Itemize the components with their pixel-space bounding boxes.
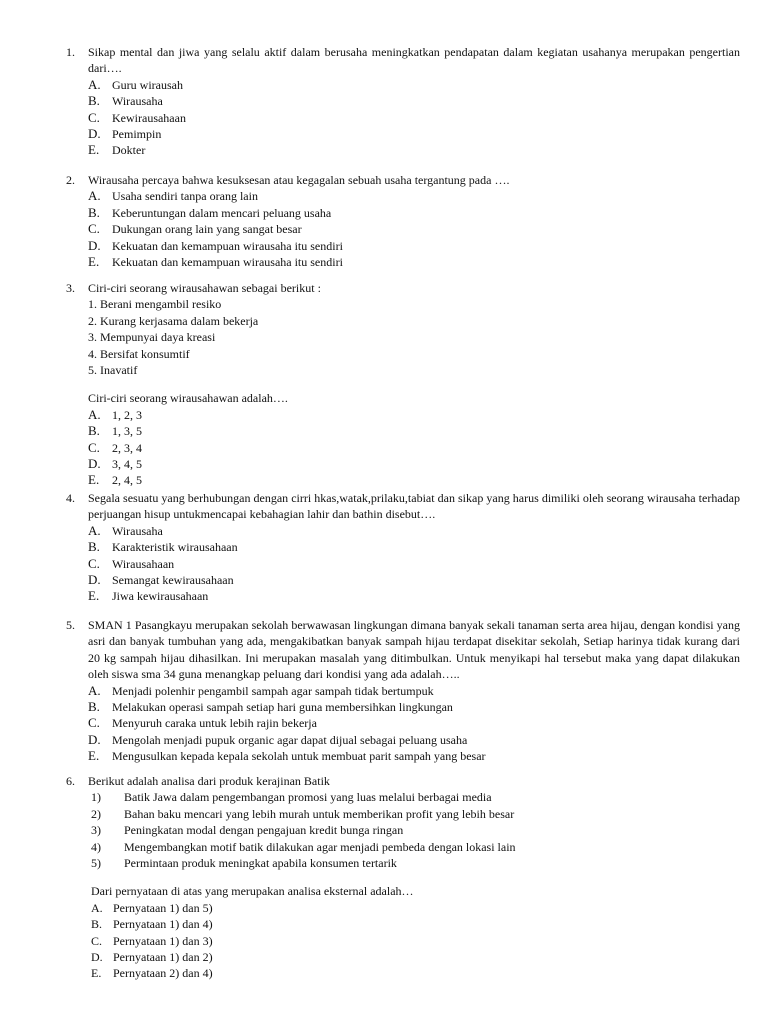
answer-options bbox=[88, 188, 740, 270]
statement-text: Peningkatan modal dengan pengajuan kredit bunga ringan bbox=[124, 823, 404, 838]
option-letter: C. bbox=[88, 439, 100, 455]
option-letter: E. bbox=[88, 748, 100, 764]
question-5 bbox=[66, 617, 740, 765]
answer-option-a bbox=[88, 407, 740, 423]
option-text: 2, 3, 4 bbox=[112, 440, 142, 455]
answer-option-a bbox=[88, 77, 740, 93]
answer-option-c bbox=[88, 440, 740, 456]
option-letter: D. bbox=[88, 731, 101, 747]
option-letter: C. bbox=[88, 555, 100, 571]
answer-options bbox=[88, 77, 740, 159]
answer-option-d bbox=[88, 572, 740, 588]
option-text: Semangat kewirausahaan bbox=[112, 573, 234, 588]
option-text: 1, 2, 3 bbox=[112, 407, 142, 422]
question-stem: Berikut adalah analisa dari produk kerajinan Batik bbox=[88, 774, 330, 788]
option-letter: A. bbox=[91, 900, 103, 915]
option-text: Wirausaha bbox=[112, 523, 163, 538]
option-letter: B. bbox=[88, 539, 100, 555]
answer-option-c bbox=[88, 715, 740, 731]
option-letter: C. bbox=[88, 715, 100, 731]
statement-text: Bahan baku mencari yang lebih murah untuk memberikan profit yang lebih besar bbox=[124, 806, 515, 821]
answer-option-a bbox=[88, 683, 740, 699]
option-letter: D. bbox=[88, 126, 101, 142]
answer-option-e bbox=[91, 965, 740, 981]
answer-option-e bbox=[88, 142, 740, 158]
answer-option-d bbox=[88, 456, 740, 472]
option-letter: B. bbox=[88, 699, 100, 715]
option-letter: A. bbox=[88, 76, 101, 92]
option-letter: B. bbox=[91, 917, 103, 932]
answer-option-b bbox=[88, 205, 740, 221]
option-text: Pemimpin bbox=[112, 127, 162, 142]
option-letter: C. bbox=[88, 221, 100, 237]
option-letter: A. bbox=[88, 682, 101, 698]
answer-option-d bbox=[91, 949, 740, 965]
answer-options bbox=[88, 407, 740, 489]
answer-option-d bbox=[88, 732, 740, 748]
option-text: Usaha sendiri tanpa orang lain bbox=[112, 189, 258, 204]
statement-text: Batik Jawa dalam pengembangan promosi yang luas melalui berbagai media bbox=[124, 790, 492, 805]
question-stem: Segala sesuatu yang berhubungan dengan cirri hkas,watak,prilaku,tabiat dan sikap yang harus dimiliki oleh seorang wirausaha terhadap perjuangan hisup untukmencapai kebahagian lahir dan bathin disebut…. bbox=[88, 491, 740, 522]
criteria-item: 1. Berani mengambil resiko bbox=[88, 297, 222, 312]
question-stem: SMAN 1 Pasangkayu merupakan sekolah berwawasan lingkungan dimana banyak sekali tanaman serta area hijau, dengan kondisi yang asri dan banyak tumbuhan yang ada, mengakibatkan banyak sampah hijau terdapat disekitar sekolah, Setiap harinya tidak kurang dari 20 kg sampah hijau dihasilkan. Ini merupakan masalah yang ditimbulkan. Untuk menyikapi hal tersebut maka yang dapat dilakukan oleh siswa sma 34 guna menangkap peluang dari kondisi yang ada adalah….. bbox=[88, 618, 740, 682]
answer-option-e bbox=[88, 748, 740, 764]
answer-option-b bbox=[88, 423, 740, 439]
statement-item bbox=[91, 806, 740, 822]
answer-option-e bbox=[88, 472, 740, 488]
option-text: Dokter bbox=[112, 143, 146, 158]
statement-text: Permintaan produk meningkat apabila konsumen tertarik bbox=[124, 856, 397, 871]
question-prompt: Ciri-ciri seorang wirausahawan adalah…. bbox=[88, 391, 288, 406]
question-stem: Wirausaha percaya bahwa kesuksesan atau kegagalan sebuah usaha tergantung pada …. bbox=[88, 173, 510, 187]
option-text: Wirausaha bbox=[112, 94, 163, 109]
option-letter: E. bbox=[91, 966, 102, 981]
question-number: 3. bbox=[66, 281, 75, 295]
criteria-item: 3. Mempunyai daya kreasi bbox=[88, 330, 216, 345]
answer-options bbox=[88, 523, 740, 605]
answer-option-b bbox=[88, 539, 740, 555]
question-prompt: Dari pernyataan di atas yang merupakan analisa eksternal adalah… bbox=[91, 884, 414, 899]
statement-number: 3) bbox=[91, 823, 101, 838]
option-text: Wirausahaan bbox=[112, 556, 175, 571]
option-text: Guru wirausah bbox=[112, 77, 183, 92]
option-text: 2, 4, 5 bbox=[112, 473, 142, 488]
answer-option-a bbox=[88, 523, 740, 539]
question-number: 2. bbox=[66, 173, 75, 187]
answer-option-e bbox=[88, 254, 740, 270]
answer-option-d bbox=[88, 238, 740, 254]
answer-option-c bbox=[88, 110, 740, 126]
question-number: 6. bbox=[66, 774, 75, 788]
question-stem: Ciri-ciri seorang wirausahawan sebagai berikut : bbox=[88, 281, 321, 295]
statement-item bbox=[91, 822, 740, 838]
statement-item bbox=[91, 839, 740, 855]
option-letter: C. bbox=[91, 933, 103, 948]
question-stem: Sikap mental dan jiwa yang selalu aktif dalam berusaha meningkatkan pendapatan dalam kegiatan usahanya merupakan pengertian dari…. bbox=[88, 45, 740, 76]
option-letter: A. bbox=[88, 522, 101, 538]
criteria-item: 5. Inavatif bbox=[88, 363, 138, 378]
option-letter: C. bbox=[88, 109, 100, 125]
option-text: Pernyataan 1) dan 3) bbox=[113, 933, 213, 948]
answer-option-a bbox=[88, 188, 740, 204]
option-letter: B. bbox=[88, 204, 100, 220]
answer-option-b bbox=[91, 916, 740, 932]
option-letter: E. bbox=[88, 588, 100, 604]
question-3 bbox=[66, 280, 740, 489]
option-text: Kekuatan dan kemampuan wirausaha itu sendiri bbox=[112, 238, 343, 253]
option-text: Menjadi polenhir pengambil sampah agar sampah tidak bertumpuk bbox=[112, 683, 434, 698]
answer-option-b bbox=[88, 93, 740, 109]
option-text: Pernyataan 1) dan 4) bbox=[113, 917, 213, 932]
option-letter: E. bbox=[88, 472, 100, 488]
answer-option-d bbox=[88, 126, 740, 142]
answer-options bbox=[88, 683, 740, 765]
statement-item bbox=[91, 789, 740, 805]
answer-option-c bbox=[88, 556, 740, 572]
criteria-list bbox=[88, 296, 740, 378]
statement-text: Mengembangkan motif batik dilakukan agar menjadi pembeda dengan lokasi lain bbox=[124, 839, 516, 854]
question-6 bbox=[66, 773, 740, 982]
answer-option-b bbox=[88, 699, 740, 715]
question-number: 4. bbox=[66, 491, 75, 505]
option-letter: B. bbox=[88, 423, 100, 439]
option-letter: D. bbox=[88, 572, 101, 588]
option-letter: D. bbox=[91, 950, 103, 965]
option-letter: A. bbox=[88, 188, 101, 204]
answer-option-e bbox=[88, 588, 740, 604]
question-number: 1. bbox=[66, 45, 75, 59]
option-text: Jiwa kewirausahaan bbox=[112, 589, 209, 604]
criteria-item: 4. Bersifat konsumtif bbox=[88, 346, 190, 361]
option-text: 3, 4, 5 bbox=[112, 457, 142, 472]
answer-options bbox=[91, 900, 740, 982]
answer-option-c bbox=[91, 933, 740, 949]
option-letter: D. bbox=[88, 456, 101, 472]
statement-item bbox=[91, 855, 740, 871]
option-text: Keberuntungan dalam mencari peluang usaha bbox=[112, 205, 332, 220]
option-letter: D. bbox=[88, 237, 101, 253]
option-text: Pernyataan 1) dan 2) bbox=[113, 950, 213, 965]
question-1 bbox=[66, 44, 740, 159]
option-text: Menyuruh caraka untuk lebih rajin bekerja bbox=[112, 716, 317, 731]
statement-number: 2) bbox=[91, 806, 101, 821]
option-text: Kekuatan dan kemampuan wirausaha itu sendiri bbox=[112, 255, 343, 270]
option-text: Mengolah menjadi pupuk organic agar dapat dijual sebagai peluang usaha bbox=[112, 732, 468, 747]
question-4 bbox=[66, 490, 740, 605]
option-text: Mengusulkan kepada kepala sekolah untuk membuat parit sampah yang besar bbox=[112, 749, 486, 764]
question-number: 5. bbox=[66, 618, 75, 632]
option-text: Karakteristik wirausahaan bbox=[112, 540, 238, 555]
option-text: 1, 3, 5 bbox=[112, 424, 142, 439]
option-text: Dukungan orang lain yang sangat besar bbox=[112, 222, 302, 237]
answer-option-c bbox=[88, 221, 740, 237]
option-letter: E. bbox=[88, 142, 100, 158]
statement-number: 4) bbox=[91, 839, 101, 854]
statement-number: 1) bbox=[91, 790, 101, 805]
option-text: Pernyataan 1) dan 5) bbox=[113, 900, 213, 915]
statement-list bbox=[91, 789, 740, 871]
option-text: Melakukan operasi sampah setiap hari guna membersihkan lingkungan bbox=[112, 700, 453, 715]
option-letter: B. bbox=[88, 93, 100, 109]
statement-number: 5) bbox=[91, 856, 101, 871]
question-2 bbox=[66, 172, 740, 270]
option-text: Kewirausahaan bbox=[112, 110, 186, 125]
criteria-item: 2. Kurang kerjasama dalam bekerja bbox=[88, 313, 259, 328]
option-letter: E. bbox=[88, 254, 100, 270]
answer-option-a bbox=[91, 900, 740, 916]
option-text: Pernyataan 2) dan 4) bbox=[113, 966, 213, 981]
option-letter: A. bbox=[88, 406, 101, 422]
